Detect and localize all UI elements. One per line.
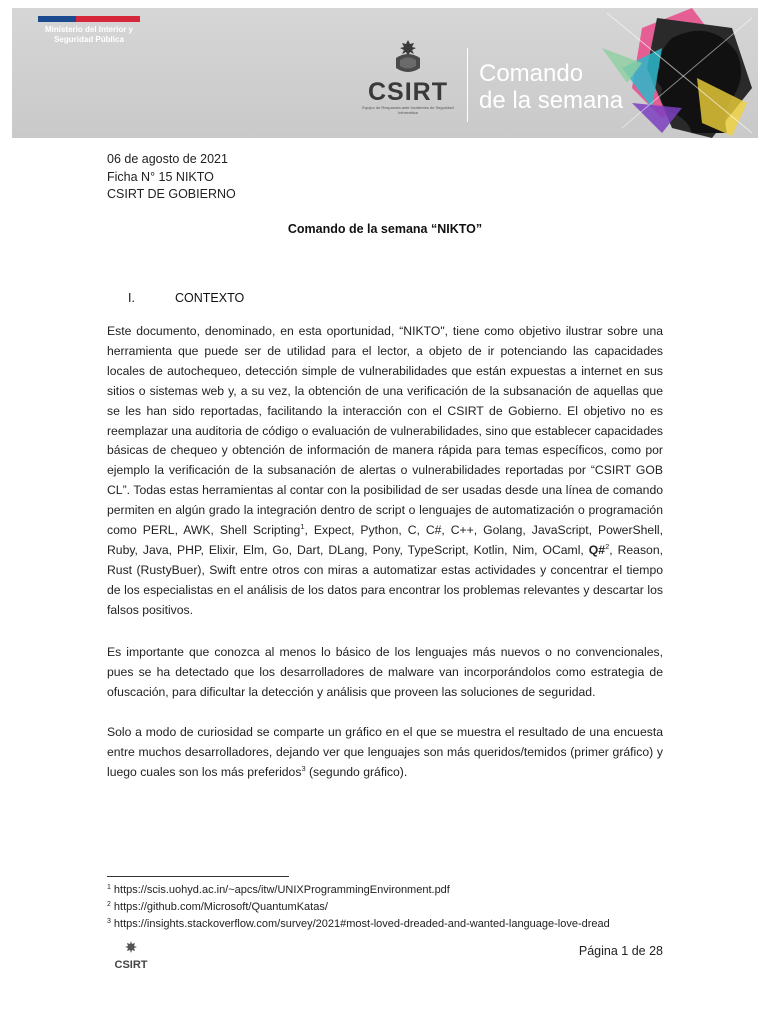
document-title: Comando de la semana “NIKTO” <box>287 222 483 236</box>
footnote-3 <box>107 916 663 933</box>
csirt-logo <box>362 38 454 115</box>
banner-title-line2: de la semana <box>479 87 624 114</box>
context-paragraph-2: Es importante que conozca al menos lo básico de los lenguajes más nuevos o no convencionales, pues se ha detectado que los desarrolladores de malware van incorporándolos como estrategia de ofuscación, para dificultar la detección y análisis que proveen las soluciones de seguridad. <box>107 645 663 699</box>
ministry-name-line2: Seguridad Pública <box>54 35 124 44</box>
ministry-logo <box>38 16 148 45</box>
footnote-ref: 3 <box>301 763 306 773</box>
footnote-1 <box>107 882 663 899</box>
footnote-ref: 2 <box>605 541 610 551</box>
banner-title-line1: Comando <box>479 60 584 87</box>
csirt-tagline: Equipo de Respuesta ante Incidentes de Seguridad Informática <box>362 105 454 115</box>
banner-divider <box>467 48 468 122</box>
crest-icon <box>123 941 139 955</box>
document-org: CSIRT DE GOBIERNO <box>107 187 236 201</box>
footer-logo <box>111 941 151 971</box>
flag-stripe <box>38 16 140 22</box>
footer-logo-text: CSIRT <box>114 959 148 971</box>
section-title: CONTEXTO <box>175 291 245 305</box>
document-ficha: Ficha N° 15 NIKTO <box>107 169 214 184</box>
header-banner <box>12 8 758 138</box>
paragraph-text: Este documento, denominado, en esta oportunidad, “NIKTO", tiene como objetivo ilustrar sobre una herramienta que puede ser de utilidad para el lector, a objeto de ir potenciando las capacidades locales de autochequeo, detección simple de vulnerabilidades que están expuestas a internet en sus sitios o sistemas web y, a su vez, la obtención de una verificación de la subsanación de aquellas que se les han sido reportadas, facilitando la interacción con el CSIRT de Gobierno. El objetivo no es reemplazar una auditoria de código o evaluación de vulnerabilidades, sino que establecer capacidades básicas de chequeo y obtención de información de manera rápida para temas específicos, como por ejemplo la verificación de la subsanación de alertas o vulnerabilidades reportadas por “CSIRT GOB CL”. Todas estas herramientas al contar con la posibilidad de ser usadas desde una línea de comando permiten en algún grado la integración dentro de script o lenguajes de automatización o programación como PERL, AWK, Shell Scripting <box>107 324 663 538</box>
footnote-link[interactable]: https://github.com/Microsoft/QuantumKatas/ <box>113 901 328 913</box>
footnote-separator <box>107 876 289 877</box>
highlighted-term: Q# <box>588 542 606 557</box>
crest-icon <box>390 38 426 76</box>
paragraph-text: , Reason, Rust (RustyBuer), Swift entre otros con miras a automatizar estas actividades y concentrar el tiempo de los especialistas en el análisis de los datos para encontrar los problemas relevantes y descartar los falsos positivos. <box>107 542 663 617</box>
footnote-2 <box>107 899 663 916</box>
ministry-name-line1: Ministerio del Interior y <box>44 25 133 34</box>
document-meta <box>107 151 663 204</box>
section-heading <box>128 291 244 305</box>
paragraph-text: (segundo gráfico). <box>305 764 408 779</box>
footnotes <box>107 882 663 933</box>
footnote-number: 1 <box>107 884 111 891</box>
abstract-head-illustration <box>602 8 758 138</box>
paragraph-text: , Expect, Python, C, C#, C++, Golang, JavaScript, PowerShell, Ruby, Java, PHP, Elixir, Elm, Go, Dart, DLang, Pony, TypeScript, Kotlin, Nim, OCaml, <box>107 523 663 557</box>
csirt-wordmark: CSIRT <box>368 78 448 106</box>
footnote-link[interactable]: https://scis.uohyd.ac.in/~apcs/itw/UNIXProgrammingEnvironment.pdf <box>113 884 450 896</box>
section-number: I. <box>128 291 135 305</box>
document-date: 06 de agosto de 2021 <box>107 152 228 166</box>
paragraph-text: Solo a modo de curiosidad se comparte un gráfico en el que se muestra el resultado de una encuesta entre muchos desarrolladores, dejando ver que lenguajes son más queridos/temidos (primer gráfico) y luego cuales son los más preferidos <box>107 725 663 779</box>
footnote-number: 3 <box>107 918 111 925</box>
page-number: Página 1 de 28 <box>578 944 663 958</box>
footnote-number: 2 <box>107 901 111 908</box>
footnote-ref: 1 <box>300 522 305 532</box>
context-paragraph-3 <box>107 723 663 783</box>
footnote-link[interactable]: https://insights.stackoverflow.com/survey/2021#most-loved-dreaded-and-wanted-language-love-dread <box>113 918 610 930</box>
context-paragraph-1 <box>107 322 663 621</box>
